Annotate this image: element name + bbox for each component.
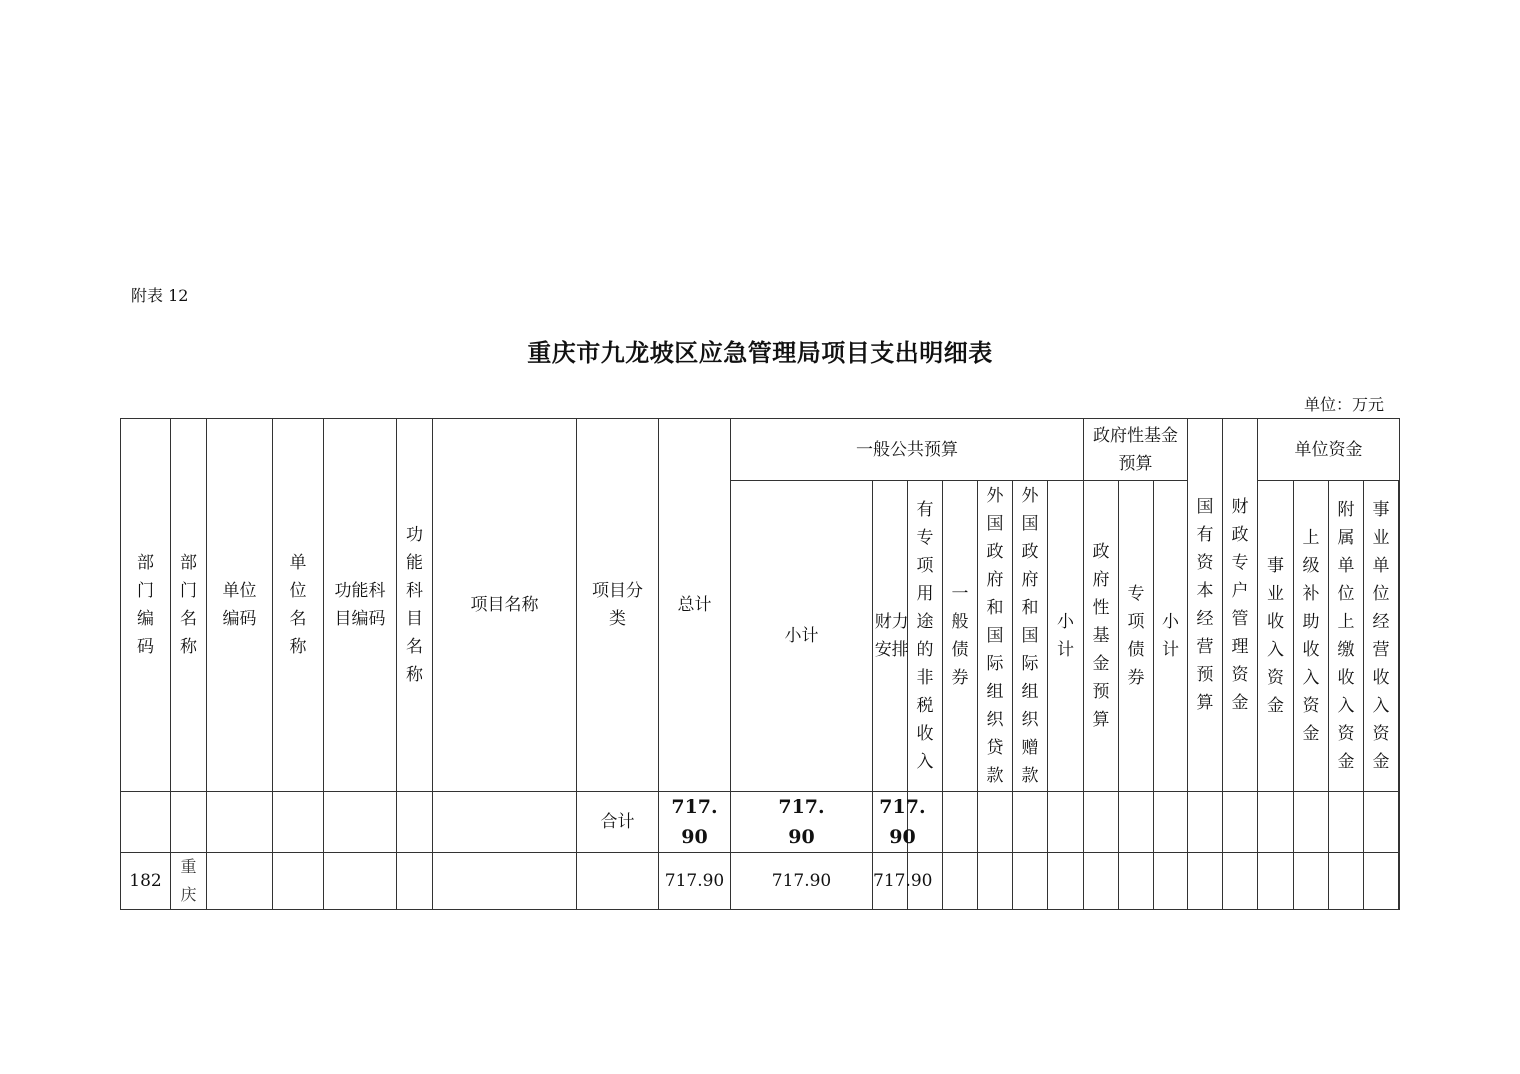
header-dept-name: 部门名称 bbox=[171, 419, 207, 792]
total-label: 合计 bbox=[577, 792, 659, 853]
header-project-name: 项目名称 bbox=[433, 419, 577, 792]
header-uf-business: 事业收入资金 bbox=[1258, 481, 1294, 792]
row-dept-code: 182 bbox=[121, 853, 171, 910]
header-gf-special-bond: 专项债券 bbox=[1119, 481, 1154, 792]
header-gp-nontax: 有专项用途的非税收入 bbox=[908, 481, 943, 792]
header-state-capital: 国有资本经营预算 bbox=[1188, 419, 1223, 792]
header-gp-foreign-loan: 外国政府和国际组织贷款 bbox=[978, 481, 1013, 792]
header-dept-code: 部门编码 bbox=[121, 419, 171, 792]
header-unit-code: 单位编码 bbox=[207, 419, 273, 792]
row-total: 717.90 bbox=[659, 853, 731, 910]
header-total: 总计 bbox=[659, 419, 731, 792]
total-row bbox=[121, 792, 1400, 853]
header-gp-foreign-grant: 外国政府和国际组织赠款 bbox=[1013, 481, 1048, 792]
header-uf-operating: 事业单位经营收入资金 bbox=[1364, 481, 1399, 792]
header-gf-subtotal: 小计 bbox=[1048, 481, 1084, 792]
header-uf-subtotal: 小计 bbox=[1154, 481, 1188, 792]
table-row bbox=[121, 853, 1400, 910]
appendix-label: 附表 12 bbox=[131, 286, 189, 305]
page-title: 重庆市九龙坡区应急管理局项目支出明细表 bbox=[527, 338, 993, 367]
header-project-class: 项目分类 bbox=[577, 419, 659, 792]
header-uf-superior: 上级补助收入资金 bbox=[1294, 481, 1329, 792]
header-general-budget: 一般公共预算 bbox=[731, 419, 1084, 481]
header-unit-funds: 单位资金 bbox=[1258, 419, 1400, 481]
total-gp-fiscal: 717.90 bbox=[873, 792, 908, 853]
total-gp-subtotal: 717.90 bbox=[731, 792, 873, 853]
header-func-code: 功能科目编码 bbox=[324, 419, 397, 792]
header-unit-name: 单位名称 bbox=[273, 419, 324, 792]
project-expense-table bbox=[120, 418, 1400, 910]
header-gf-fund: 政府性基金预算 bbox=[1084, 481, 1119, 792]
row-gp-fiscal: 717.90 bbox=[873, 853, 908, 910]
header-gp-subtotal: 小计 bbox=[731, 481, 873, 792]
header-fiscal-account: 财政专户管理资金 bbox=[1223, 419, 1258, 792]
unit-label: 单位：万元 bbox=[1303, 395, 1384, 414]
header-func-name: 功能科目名称 bbox=[397, 419, 433, 792]
header-uf-affiliated: 附属单位上缴收入资金 bbox=[1329, 481, 1364, 792]
header-uf-other bbox=[1399, 481, 1400, 792]
header-gov-fund-budget: 政府性基金预算 bbox=[1084, 419, 1188, 481]
row-dept-name: 重庆 bbox=[171, 853, 207, 910]
header-row-1 bbox=[121, 419, 1400, 481]
header-gp-general-bond: 一般债券 bbox=[943, 481, 978, 792]
total-amount: 717.90 bbox=[659, 792, 731, 853]
row-gp-subtotal: 717.90 bbox=[731, 853, 873, 910]
header-gp-fiscal: 财力安排 bbox=[873, 481, 908, 792]
